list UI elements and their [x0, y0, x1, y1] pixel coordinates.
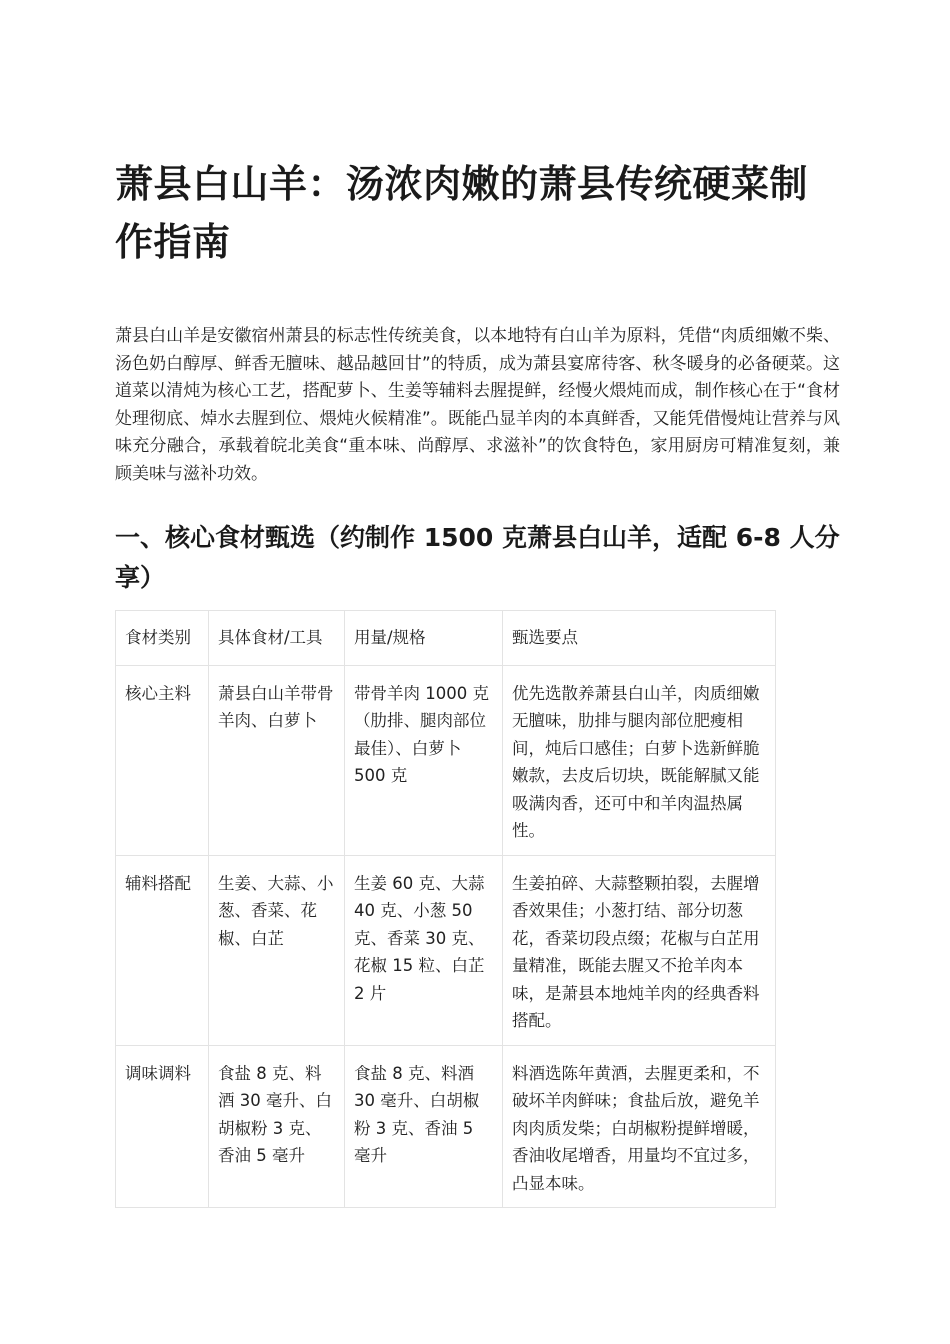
table-row — [116, 665, 776, 855]
cell-ingredients: 萧县白山羊带骨羊肉、白萝卜 — [209, 665, 345, 855]
page-title: 萧县白山羊：汤浓肉嫩的萧县传统硬菜制作指南 — [115, 162, 809, 264]
header-ingredients: 具体食材/工具 — [209, 611, 345, 666]
header-category: 食材类别 — [116, 611, 209, 666]
document-page — [115, 155, 840, 1208]
header-tips: 甄选要点 — [503, 611, 776, 666]
cell-ingredients: 生姜、大蒜、小葱、香菜、花椒、白芷 — [209, 855, 345, 1045]
intro-paragraph: 萧县白山羊是安徽宿州萧县的标志性传统美食，以本地特有白山羊为原料，凭借“肉质细嫩不柴、汤色奶白醇厚、鲜香无膻味、越品越回甘”的特质，成为萧县宴席待客、秋冬暖身的必备硬菜。这道菜以清炖为核心工艺，搭配萝卜、生姜等辅料去腥提鲜，经慢火煨炖而成，制作核心在于“食材处理彻底、焯水去腥到位、煨炖火候精准”。既能凸显羊肉的本真鲜香，又能凭借慢炖让营养与风味充分融合，承载着皖北美食“重本味、尚醇厚、求滋补”的饮食特色，家用厨房可精准复刻，兼顾美味与滋补功效。 — [115, 326, 840, 484]
table-header-row — [116, 611, 776, 666]
cell-category: 调味调料 — [116, 1045, 209, 1208]
cell-category: 辅料搭配 — [116, 855, 209, 1045]
table-row — [116, 855, 776, 1045]
cell-category: 核心主料 — [116, 665, 209, 855]
cell-amount: 生姜 60 克、大蒜 40 克、小葱 50 克、香菜 30 克、花椒 15 粒、白芷 2 片 — [345, 855, 503, 1045]
cell-tips: 生姜拍碎、大蒜整颗拍裂，去腥增香效果佳；小葱打结、部分切葱花，香菜切段点缀；花椒与白芷用量精准，既能去腥又不抢羊肉本味，是萧县本地炖羊肉的经典香料搭配。 — [503, 855, 776, 1045]
cell-amount: 食盐 8 克、料酒 30 毫升、白胡椒粉 3 克、香油 5 毫升 — [345, 1045, 503, 1208]
table-row — [116, 1045, 776, 1208]
cell-tips: 优先选散养萧县白山羊，肉质细嫩无膻味，肋排与腿肉部位肥瘦相间，炖后口感佳；白萝卜选新鲜脆嫩款，去皮后切块，既能解腻又能吸满肉香，还可中和羊肉温热属性。 — [503, 665, 776, 855]
section-heading-ingredients: 一、核心食材甄选（约制作 1500 克萧县白山羊，适配 6-8 人分享） — [115, 523, 840, 592]
header-amount: 用量/规格 — [345, 611, 503, 666]
cell-tips: 料酒选陈年黄酒，去腥更柔和，不破坏羊肉鲜味；食盐后放，避免羊肉肉质发柴；白胡椒粉提鲜增暖，香油收尾增香，用量均不宜过多，凸显本味。 — [503, 1045, 776, 1208]
cell-amount: 带骨羊肉 1000 克（肋排、腿肉部位最佳）、白萝卜 500 克 — [345, 665, 503, 855]
cell-ingredients: 食盐 8 克、料酒 30 毫升、白胡椒粉 3 克、香油 5 毫升 — [209, 1045, 345, 1208]
ingredients-table — [115, 610, 776, 1208]
